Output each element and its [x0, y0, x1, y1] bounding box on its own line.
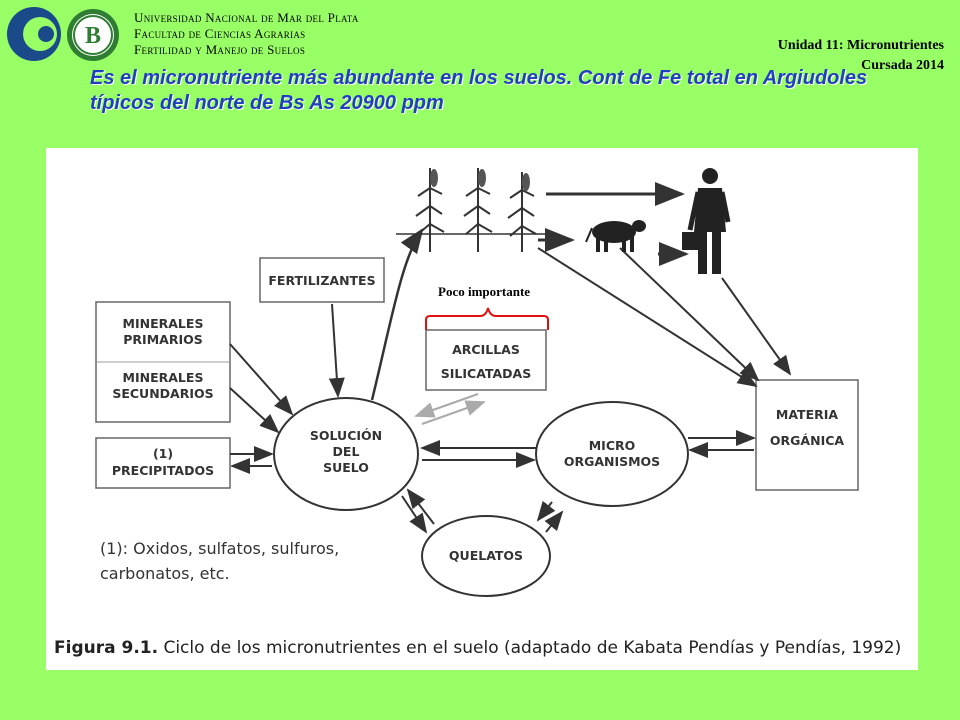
solucion-label-3: SUELO — [323, 460, 369, 475]
footnote — [100, 536, 339, 586]
institution-header — [134, 10, 359, 58]
precipitados-label-1: (1) — [152, 446, 174, 461]
micro-label-1: MICRO — [588, 438, 636, 453]
minerales-secundarios-label-1: MINERALES — [122, 370, 204, 385]
arcillas-label-2: SILICATADAS — [440, 366, 532, 381]
businessman-icon — [682, 168, 728, 274]
precipitados-label-2: PRECIPITADOS — [111, 463, 215, 478]
figure — [46, 148, 918, 670]
fertilizantes-label: FERTILIZANTES — [268, 273, 376, 288]
figure-caption — [54, 638, 901, 658]
materia-organica-label-2: ORGÁNICA — [769, 433, 845, 448]
arcillas-box — [426, 330, 546, 390]
micronutrient-cycle-diagram — [46, 148, 918, 670]
corn-plants-icon — [396, 168, 556, 252]
poco-importante-label: Poco importante — [438, 284, 531, 299]
arcillas-label-1: ARCILLAS — [452, 342, 520, 357]
slide-title: Es el micronutriente más abundante en los suelos. Cont de Fe total en Argiudoles típicos del norte de Bs As 20900 ppm — [90, 67, 868, 114]
quelatos-label: QUELATOS — [448, 548, 524, 563]
cow-icon — [586, 220, 646, 252]
minerales-primarios-label-2: PRIMARIOS — [123, 332, 203, 347]
faculty-name: Facultad de Ciencias Agrarias — [134, 26, 306, 41]
university-logo — [6, 6, 62, 62]
course-label: Cursada 2014 — [861, 58, 944, 73]
brace-bracket — [426, 308, 548, 330]
faculty-seal-icon — [66, 8, 120, 62]
materia-organica-label-1: MATERIA — [775, 407, 839, 422]
seal-letter: B — [84, 23, 102, 49]
minerales-primarios-label-1: MINERALES — [122, 316, 204, 331]
solucion-label-2: DEL — [332, 444, 360, 459]
minerales-secundarios-label-2: SECUNDARIOS — [112, 386, 214, 401]
footnote-line-1: (1): Oxidos, sulfatos, sulfuros, — [100, 539, 340, 558]
department-name: Fertilidad y Manejo de Suelos — [134, 42, 306, 57]
caption-label: Figura 9.1. — [54, 638, 159, 658]
solucion-label-1: SOLUCIÓN — [309, 428, 383, 443]
footnote-line-2: carbonatos, etc. — [100, 564, 230, 583]
unit-label: Unidad 11: Micronutrientes — [777, 38, 944, 53]
caption-text: Ciclo de los micronutrientes en el suelo (adaptado de Kabata Pendías y Pendías, 1992) — [158, 638, 902, 658]
university-name: Universidad Nacional de Mar del Plata — [134, 10, 359, 25]
micro-label-2: ORGANISMOS — [563, 454, 661, 469]
